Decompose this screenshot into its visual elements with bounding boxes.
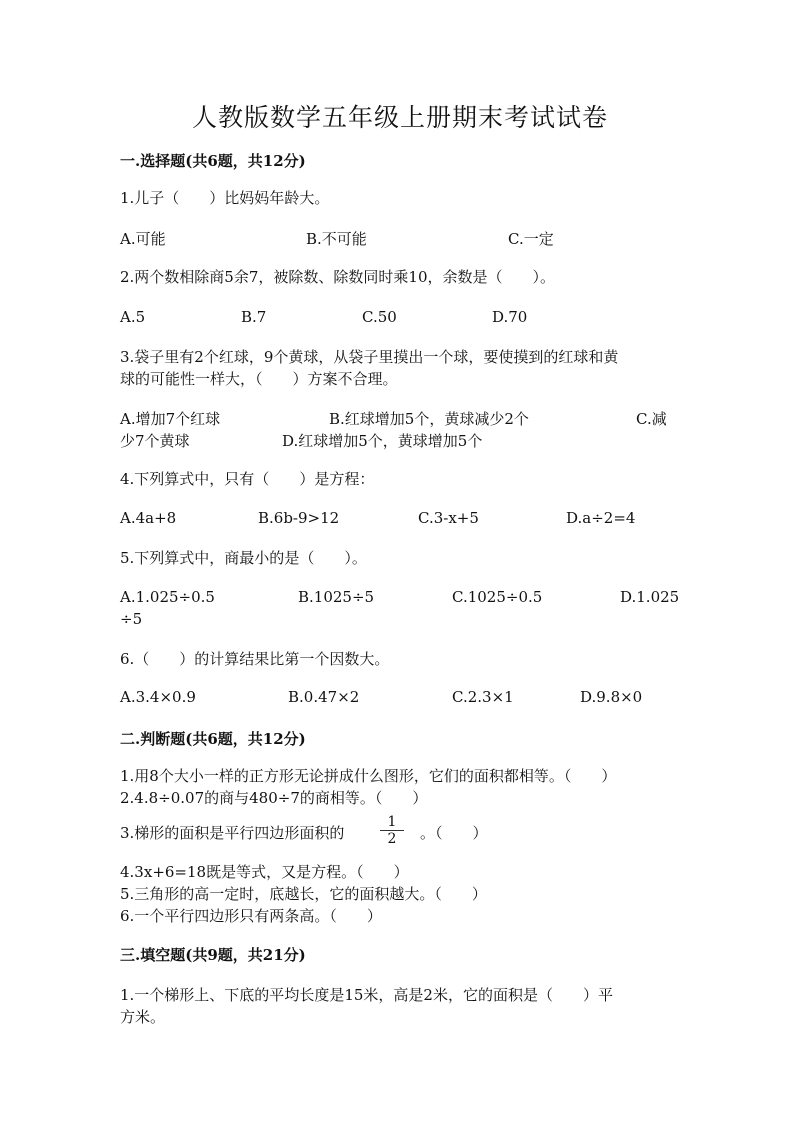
section-heading-choice: 一.选择题(共6题，共12分)	[120, 152, 306, 170]
question-stem: 4.下列算式中，只有（ ）是方程：	[120, 470, 375, 488]
option-c: C.1025÷0.5	[452, 588, 543, 606]
question-stem: 1.儿子（ ）比妈妈年龄大。	[120, 189, 330, 207]
judgment-item: 2.4.8÷0.07的商与480÷7的商相等。（ ）	[120, 789, 428, 807]
question-stem: 6.（ ）的计算结果比第一个因数大。	[120, 650, 390, 668]
option-d-continued: ÷5	[120, 610, 143, 628]
option-c: C.3-x+5	[418, 509, 479, 527]
question-stem: 5.下列算式中，商最小的是（ ）。	[120, 549, 367, 567]
option-b: B.1025÷5	[298, 588, 375, 606]
question-stem: 3.袋子里有2个红球，9个黄球，从袋子里摸出一个球，要使摸到的红球和黄	[120, 348, 619, 366]
option-c-continued: 少7个黄球	[120, 432, 190, 450]
option-d: D.a÷2=4	[566, 509, 636, 527]
option-b: B.6b-9>12	[258, 509, 340, 527]
judgment-item: 6.一个平行四边形只有两条高。（ ）	[120, 907, 382, 925]
option-b: B.7	[241, 308, 267, 326]
fraction-denominator: 2	[387, 831, 397, 847]
option-d: D.红球增加5个，黄球增加5个	[282, 432, 483, 450]
option-d: D.9.8×0	[580, 688, 643, 706]
judgment-item: 4.3x+6=18既是等式，又是方程。（ ）	[120, 863, 409, 881]
question-stem-continued: 方米。	[120, 1008, 166, 1026]
option-c: C.减	[636, 410, 667, 428]
question-stem-continued: 球的可能性一样大，（ ）方案不合理。	[120, 370, 398, 388]
fraction-numerator: 1	[380, 814, 404, 831]
option-c: C.50	[362, 308, 397, 326]
option-b: B.不可能	[306, 230, 367, 248]
option-d: D.70	[492, 308, 528, 326]
judgment-item: 5.三角形的高一定时，底越长，它的面积越大。（ ）	[120, 885, 487, 903]
option-a: A.5	[120, 308, 146, 326]
fraction-one-half	[380, 814, 404, 847]
option-c: C.2.3×1	[452, 688, 514, 706]
option-d: D.1.025	[620, 588, 680, 606]
option-a: A.增加7个红球	[120, 410, 221, 428]
section-heading-fill-blank: 三.填空题(共9题，共21分)	[120, 946, 306, 964]
option-a: A.可能	[120, 230, 166, 248]
option-b: B.0.47×2	[288, 688, 360, 706]
judgment-item: 3.梯形的面积是平行四边形面积的	[120, 824, 345, 842]
section-heading-judgment: 二.判断题(共6题，共12分)	[120, 730, 306, 748]
question-stem: 1.一个梯形上、下底的平均长度是15米，高是2米，它的面积是（ ）平	[120, 986, 613, 1004]
option-a: A.4a+8	[120, 509, 177, 527]
option-a: A.1.025÷0.5	[120, 588, 215, 606]
judgment-item-tail: 。（ ）	[420, 824, 488, 842]
question-stem: 2.两个数相除商5余7，被除数、除数同时乘10，余数是（ ）。	[120, 268, 555, 286]
judgment-item: 1.用8个大小一样的正方形无论拼成什么图形，它们的面积都相等。（ ）	[120, 767, 617, 785]
option-b: B.红球增加5个，黄球减少2个	[329, 410, 529, 428]
page-title: 人教版数学五年级上册期末考试试卷	[191, 103, 608, 132]
option-a: A.3.4×0.9	[120, 688, 196, 706]
option-c: C.一定	[508, 230, 554, 248]
